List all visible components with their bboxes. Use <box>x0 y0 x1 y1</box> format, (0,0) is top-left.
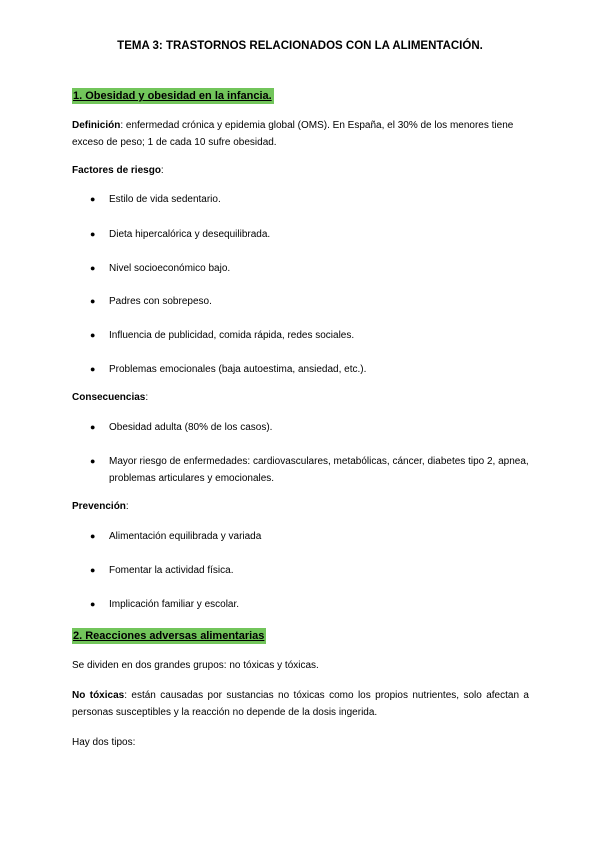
list-item: ● Dieta hipercalórica y desequilibrada. <box>90 226 530 243</box>
list-item: ● Problemas emocionales (baja autoestima, ansiedad, etc.). <box>90 361 530 378</box>
list-item: ● Padres con sobrepeso. <box>90 293 530 310</box>
bullet-icon: ● <box>90 263 96 273</box>
section-2-heading: 2. Reacciones adversas alimentarias <box>73 630 265 642</box>
bullet-icon: ● <box>90 330 96 340</box>
non-toxic-text: : están causadas por sustancias no tóxicas como los propios nutrientes, solo afectan a personas susceptibles y la reacción no depende de la dosis ingerida. <box>72 690 529 718</box>
section-2-intro: Se dividen en dos grandes grupos: no tóxicas y tóxicas. <box>72 660 319 671</box>
bullet-icon: ● <box>90 456 96 466</box>
definition-text: : enfermedad crónica y epidemia global (OMS). En España, el 30% de los menores tiene exceso de peso; 1 de cada 10 sufre obesidad. <box>72 120 514 148</box>
bullet-icon: ● <box>90 565 96 575</box>
list-item: ● Nivel socioeconómico bajo. <box>90 260 530 277</box>
bullet-icon: ● <box>90 422 96 432</box>
list-item: ● Obesidad adulta (80% de los casos). <box>90 419 530 436</box>
definition-label: Definición <box>72 120 121 131</box>
types-paragraph: Hay dos tipos: <box>72 737 136 748</box>
non-toxic-label: No tóxicas <box>72 690 125 701</box>
bullet-icon: ● <box>90 364 96 374</box>
bullet-icon: ● <box>90 296 96 306</box>
bullet-icon: ● <box>90 599 96 609</box>
prevention-label: Prevención: <box>72 501 129 512</box>
list-item: ● Influencia de publicidad, comida rápida, redes sociales. <box>90 327 530 344</box>
bullet-icon: ● <box>90 194 96 204</box>
document-title: TEMA 3: TRASTORNOS RELACIONADOS CON LA ALIMENTACIÓN. <box>117 40 483 52</box>
list-item: ● Implicación familiar y escolar. <box>90 596 530 613</box>
consequences-label: Consecuencias: <box>72 392 149 403</box>
list-item: ● Mayor riesgo de enfermedades: cardiovasculares, metabólicas, cáncer, diabetes tipo 2, apnea, problemas articulares y emocionales. <box>90 453 530 487</box>
bullet-icon: ● <box>90 531 96 541</box>
list-item: ● Fomentar la actividad física. <box>90 562 530 579</box>
risk-factors-label: Factores de riesgo: <box>72 165 164 176</box>
bullet-icon: ● <box>90 229 96 239</box>
section-1-heading: 1. Obesidad y obesidad en la infancia. <box>73 90 272 102</box>
non-toxic-paragraph <box>72 687 529 721</box>
definition-paragraph <box>72 117 529 151</box>
list-item: ● Alimentación equilibrada y variada <box>90 528 530 545</box>
list-item: ● Estilo de vida sedentario. <box>90 191 530 208</box>
